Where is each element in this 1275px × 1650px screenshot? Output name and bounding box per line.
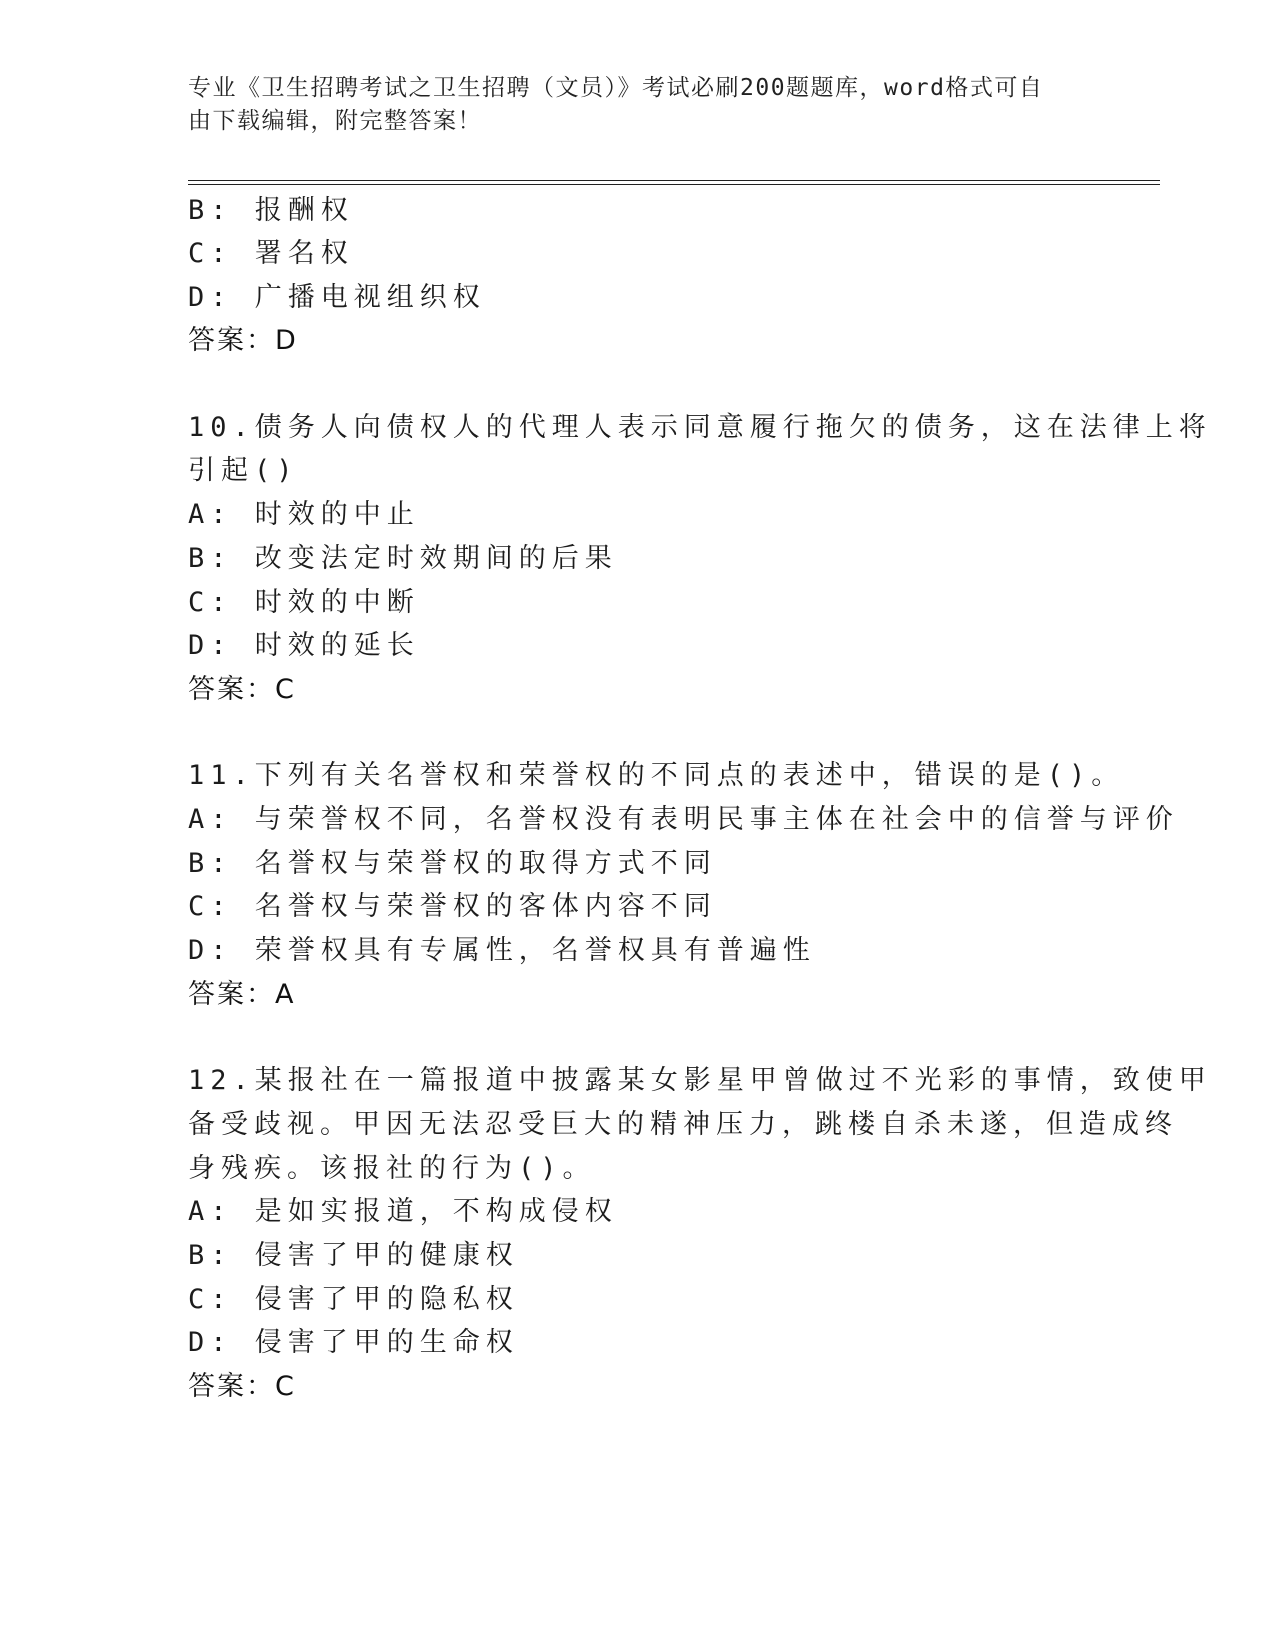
q11-answer: 答案：A: [188, 979, 296, 1010]
q12-question-line-2: 备受歧视。甲因无法忍受巨大的精神压力，跳楼自杀未遂，但造成终: [188, 1109, 1178, 1140]
q12-answer: 答案：C: [188, 1371, 296, 1402]
q9-option-c: C: 署名权: [188, 238, 354, 269]
q12-question-line-3: 身残疾。该报社的行为()。: [188, 1153, 596, 1184]
q10-option-b: B: 改变法定时效期间的后果: [188, 543, 618, 574]
q10-option-a: A: 时效的中止: [188, 499, 420, 530]
q11-option-a: A: 与荣誉权不同，名誉权没有表明民事主体在社会中的信誉与评价: [188, 804, 1179, 835]
document-header: [188, 72, 1088, 138]
q10-option-d: D: 时效的延长: [188, 630, 420, 661]
q10-option-c: C: 时效的中断: [188, 587, 420, 618]
q10-question-line-1: 10.债务人向债权人的代理人表示同意履行拖欠的债务，这在法律上将: [188, 412, 1212, 443]
q10-answer: 答案：C: [188, 674, 296, 705]
header-line-2: 由下载编辑，附完整答案！: [188, 108, 482, 134]
q11-option-c: C: 名誉权与荣誉权的客体内容不同: [188, 891, 717, 922]
q12-option-a: A: 是如实报道，不构成侵权: [188, 1196, 618, 1227]
q9-option-d: D: 广播电视组织权: [188, 282, 486, 313]
q12-option-d: D: 侵害了甲的生命权: [188, 1327, 519, 1358]
q11-option-b: B: 名誉权与荣誉权的取得方式不同: [188, 848, 717, 879]
q12-option-c: C: 侵害了甲的隐私权: [188, 1284, 519, 1315]
header-divider: [188, 180, 1160, 185]
q9-answer: 答案：D: [188, 325, 298, 356]
q9-option-b: B: 报酬权: [188, 195, 354, 226]
q10-question-line-2: 引起(): [188, 455, 299, 486]
q12-option-b: B: 侵害了甲的健康权: [188, 1240, 519, 1271]
q11-option-d: D: 荣誉权具有专属性，名誉权具有普遍性: [188, 935, 816, 966]
header-line-1: 专业《卫生招聘考试之卫生招聘（文员）》考试必刷200题题库，word格式可自: [188, 75, 1044, 101]
q12-question-line-1: 12.某报社在一篇报道中披露某女影星甲曾做过不光彩的事情，致使甲: [188, 1065, 1212, 1096]
q11-question-line-1: 11.下列有关名誉权和荣誉权的不同点的表述中，错误的是()。: [188, 760, 1125, 791]
